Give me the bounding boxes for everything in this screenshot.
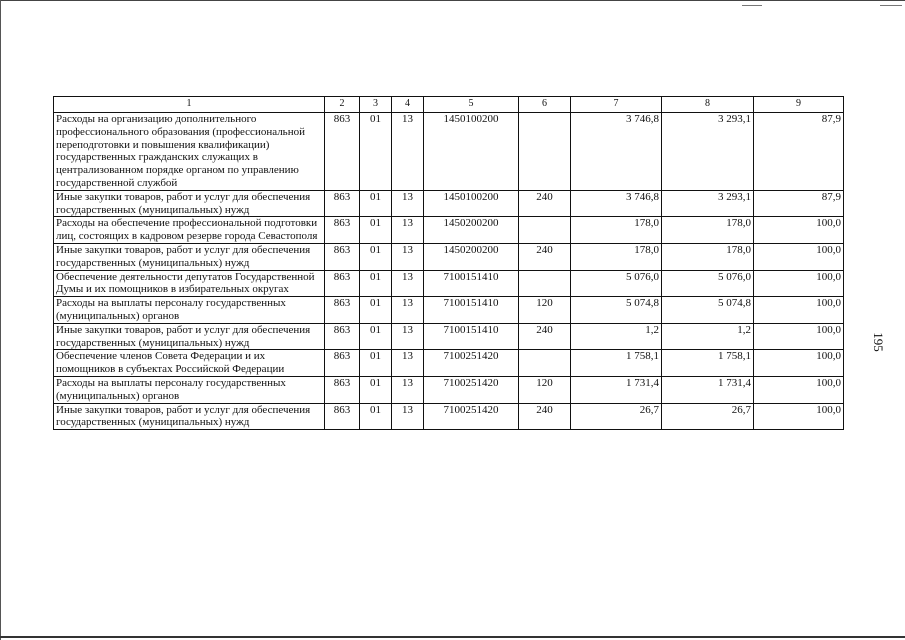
execution-percent-cell: 100,0: [754, 376, 844, 403]
section-code-cell: 01: [360, 297, 392, 324]
department-code-cell: 863: [325, 376, 360, 403]
expense-type-cell: 240: [519, 243, 571, 270]
table-row: [54, 190, 844, 217]
department-code-cell: 863: [325, 113, 360, 191]
department-code-cell: 863: [325, 217, 360, 244]
department-code-cell: 863: [325, 403, 360, 430]
planned-amount-cell: 178,0: [571, 217, 662, 244]
table-row: [54, 217, 844, 244]
actual-amount-cell: 3 293,1: [662, 113, 754, 191]
actual-amount-cell: 26,7: [662, 403, 754, 430]
section-code-cell: 01: [360, 217, 392, 244]
execution-percent-cell: 100,0: [754, 323, 844, 350]
planned-amount-cell: 178,0: [571, 243, 662, 270]
section-code-cell: 01: [360, 376, 392, 403]
column-number-header: 9: [754, 97, 844, 113]
subsection-code-cell: 13: [392, 350, 424, 377]
execution-percent-cell: 100,0: [754, 243, 844, 270]
expense-type-cell: [519, 113, 571, 191]
expense-type-cell: 240: [519, 323, 571, 350]
expense-name-cell: Расходы на выплаты персоналу государственных (муниципальных) органов: [54, 376, 325, 403]
target-article-cell: 1450100200: [424, 113, 519, 191]
column-number-row: [54, 97, 844, 113]
actual-amount-cell: 5 074,8: [662, 297, 754, 324]
execution-percent-cell: 100,0: [754, 270, 844, 297]
expense-name-cell: Расходы на выплаты персоналу государственных (муниципальных) органов: [54, 297, 325, 324]
column-number-header: 7: [571, 97, 662, 113]
scan-mark: [880, 5, 902, 6]
target-article-cell: 1450200200: [424, 243, 519, 270]
planned-amount-cell: 5 074,8: [571, 297, 662, 324]
actual-amount-cell: 1 731,4: [662, 376, 754, 403]
expense-type-cell: [519, 270, 571, 297]
target-article-cell: 1450200200: [424, 217, 519, 244]
expense-name-cell: Обеспечение деятельности депутатов Государственной Думы и их помощников в избирательных округах: [54, 270, 325, 297]
subsection-code-cell: 13: [392, 217, 424, 244]
section-code-cell: 01: [360, 243, 392, 270]
subsection-code-cell: 13: [392, 376, 424, 403]
table-row: [54, 113, 844, 191]
planned-amount-cell: 1,2: [571, 323, 662, 350]
department-code-cell: 863: [325, 270, 360, 297]
actual-amount-cell: 178,0: [662, 243, 754, 270]
target-article-cell: 7100251420: [424, 376, 519, 403]
table-row: [54, 350, 844, 377]
expense-name-cell: Иные закупки товаров, работ и услуг для обеспечения государственных (муниципальных) нужд: [54, 190, 325, 217]
subsection-code-cell: 13: [392, 403, 424, 430]
execution-percent-cell: 100,0: [754, 297, 844, 324]
execution-percent-cell: 87,9: [754, 190, 844, 217]
execution-percent-cell: 100,0: [754, 350, 844, 377]
execution-percent-cell: 87,9: [754, 113, 844, 191]
target-article-cell: 7100151410: [424, 323, 519, 350]
planned-amount-cell: 26,7: [571, 403, 662, 430]
expense-type-cell: 120: [519, 297, 571, 324]
subsection-code-cell: 13: [392, 323, 424, 350]
actual-amount-cell: 3 293,1: [662, 190, 754, 217]
budget-table: [53, 96, 844, 430]
target-article-cell: 7100251420: [424, 350, 519, 377]
subsection-code-cell: 13: [392, 270, 424, 297]
column-number-header: 5: [424, 97, 519, 113]
expense-type-cell: 240: [519, 190, 571, 217]
expense-type-cell: 240: [519, 403, 571, 430]
section-code-cell: 01: [360, 270, 392, 297]
page-border-left: [0, 0, 1, 640]
table-row: [54, 297, 844, 324]
actual-amount-cell: 1 758,1: [662, 350, 754, 377]
section-code-cell: 01: [360, 323, 392, 350]
expense-type-cell: [519, 217, 571, 244]
execution-percent-cell: 100,0: [754, 403, 844, 430]
table-row: [54, 270, 844, 297]
planned-amount-cell: 3 746,8: [571, 190, 662, 217]
page-border-top: [0, 0, 905, 1]
table-row: [54, 323, 844, 350]
column-number-header: 6: [519, 97, 571, 113]
target-article-cell: 7100151410: [424, 270, 519, 297]
scan-mark: [742, 5, 762, 6]
target-article-cell: 7100151410: [424, 297, 519, 324]
expense-name-cell: Иные закупки товаров, работ и услуг для обеспечения государственных (муниципальных) нужд: [54, 243, 325, 270]
column-number-header: 1: [54, 97, 325, 113]
column-number-header: 4: [392, 97, 424, 113]
section-code-cell: 01: [360, 403, 392, 430]
section-code-cell: 01: [360, 190, 392, 217]
table-row: [54, 243, 844, 270]
subsection-code-cell: 13: [392, 113, 424, 191]
department-code-cell: 863: [325, 350, 360, 377]
table-row: [54, 403, 844, 430]
section-code-cell: 01: [360, 350, 392, 377]
page-border-bottom: [0, 636, 905, 638]
department-code-cell: 863: [325, 243, 360, 270]
planned-amount-cell: 1 758,1: [571, 350, 662, 377]
expense-name-cell: Обеспечение членов Совета Федерации и их помощников в субъектах Российской Федерации: [54, 350, 325, 377]
column-number-header: 3: [360, 97, 392, 113]
subsection-code-cell: 13: [392, 243, 424, 270]
column-number-header: 2: [325, 97, 360, 113]
expense-type-cell: 120: [519, 376, 571, 403]
page-number: 195: [871, 332, 886, 352]
target-article-cell: 1450100200: [424, 190, 519, 217]
actual-amount-cell: 1,2: [662, 323, 754, 350]
department-code-cell: 863: [325, 297, 360, 324]
subsection-code-cell: 13: [392, 190, 424, 217]
department-code-cell: 863: [325, 323, 360, 350]
planned-amount-cell: 5 076,0: [571, 270, 662, 297]
expense-name-cell: Иные закупки товаров, работ и услуг для обеспечения государственных (муниципальных) нужд: [54, 403, 325, 430]
execution-percent-cell: 100,0: [754, 217, 844, 244]
expense-name-cell: Расходы на организацию дополнительного профессионального образования (профессиональной переподготовки и повышения квалификации) государственных гражданских служащих в централизованном порядке органом по управлению государственной службой: [54, 113, 325, 191]
table-row: [54, 376, 844, 403]
table-body: [54, 113, 844, 430]
planned-amount-cell: 3 746,8: [571, 113, 662, 191]
actual-amount-cell: 5 076,0: [662, 270, 754, 297]
planned-amount-cell: 1 731,4: [571, 376, 662, 403]
expense-name-cell: Расходы на обеспечение профессиональной подготовки лиц, состоящих в кадровом резерве города Севастополя: [54, 217, 325, 244]
expense-name-cell: Иные закупки товаров, работ и услуг для обеспечения государственных (муниципальных) нужд: [54, 323, 325, 350]
section-code-cell: 01: [360, 113, 392, 191]
actual-amount-cell: 178,0: [662, 217, 754, 244]
department-code-cell: 863: [325, 190, 360, 217]
column-number-header: 8: [662, 97, 754, 113]
subsection-code-cell: 13: [392, 297, 424, 324]
expense-type-cell: [519, 350, 571, 377]
target-article-cell: 7100251420: [424, 403, 519, 430]
